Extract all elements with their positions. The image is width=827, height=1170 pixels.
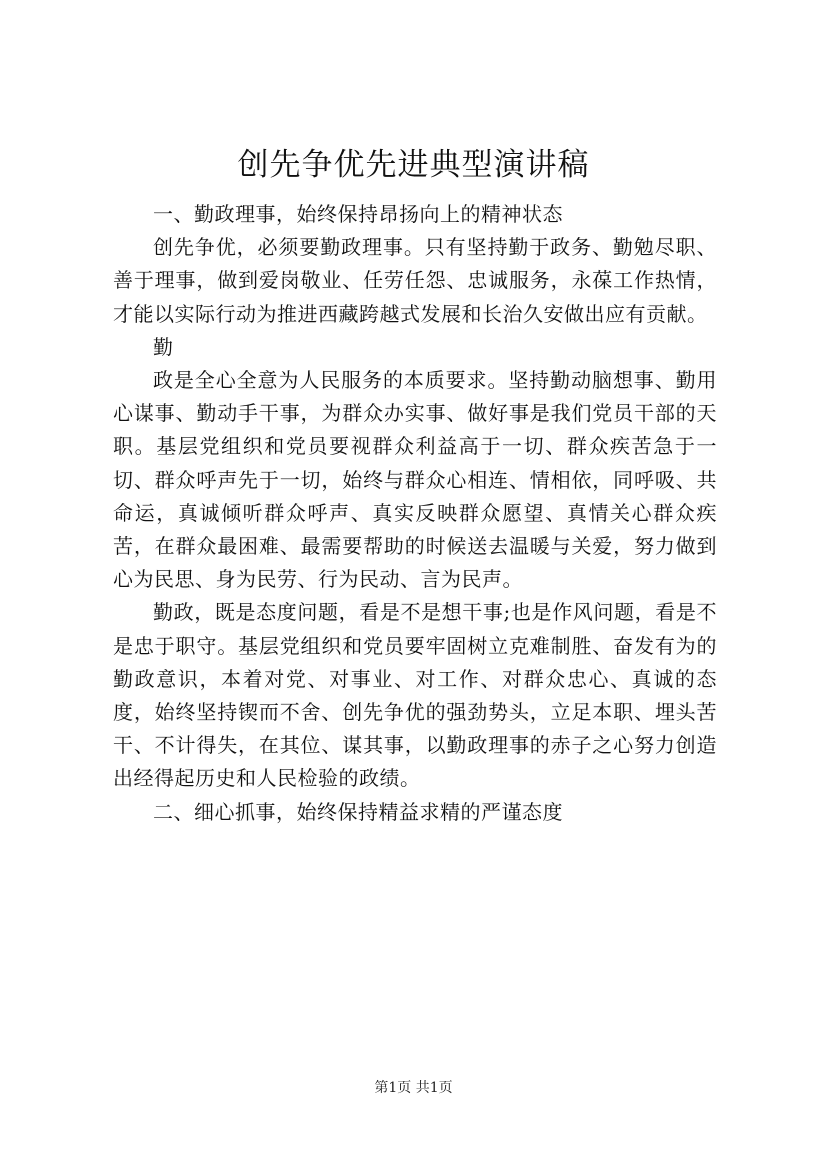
paragraph-2: 勤 bbox=[153, 334, 174, 359]
paragraph-3: 政是全心全意为人民服务的本质要求。坚持勤动脑想事、勤用心谋事、勤动手干事，为群众办实事、做好事是我们党员干部的天职。基层党组织和党员要视群众利益高于一切、群众疾苦急于一切、群众呼声先于一切，始终与群众心相连、情相依，同呼吸、共命运，真诚倾听群众呼声、真实反映群众愿望、真情关心群众疾苦，在群众最困难、最需要帮助的时候送去温暖与关爱，努力做到心为民思、身为民劳、行为民动、言为民声。 bbox=[113, 368, 717, 592]
document-body bbox=[113, 198, 717, 829]
section-heading-2: 二、细心抓事，始终保持精益求精的严谨态度 bbox=[153, 799, 563, 824]
page-number: 第1页 共1页 bbox=[374, 1080, 453, 1096]
paragraph-1: 创先争优，必须要勤政理事。只有坚持勤于政务、勤勉尽职、善于理事，做到爱岗敬业、任劳任怨、忠诚服务，永葆工作热情，才能以实际行动为推进西藏跨越式发展和长治久安做出应有贡献。 bbox=[113, 235, 717, 326]
paragraph-4: 勤政，既是态度问题，看是不是想干事;也是作风问题，看是不是忠于职守。基层党组织和党员要牢固树立克难制胜、奋发有为的勤政意识，本着对党、对事业、对工作、对群众忠心、真诚的态度，始终坚持锲而不舍、创先争优的强劲势头，立足本职、埋头苦干、不计得失，在其位、谋其事，以勤政理事的赤子之心努力创造出经得起历史和人民检验的政绩。 bbox=[113, 600, 717, 791]
document-title: 创先争优先进典型演讲稿 bbox=[237, 147, 590, 183]
section-heading-1: 一、勤政理事，始终保持昂扬向上的精神状态 bbox=[153, 202, 563, 226]
